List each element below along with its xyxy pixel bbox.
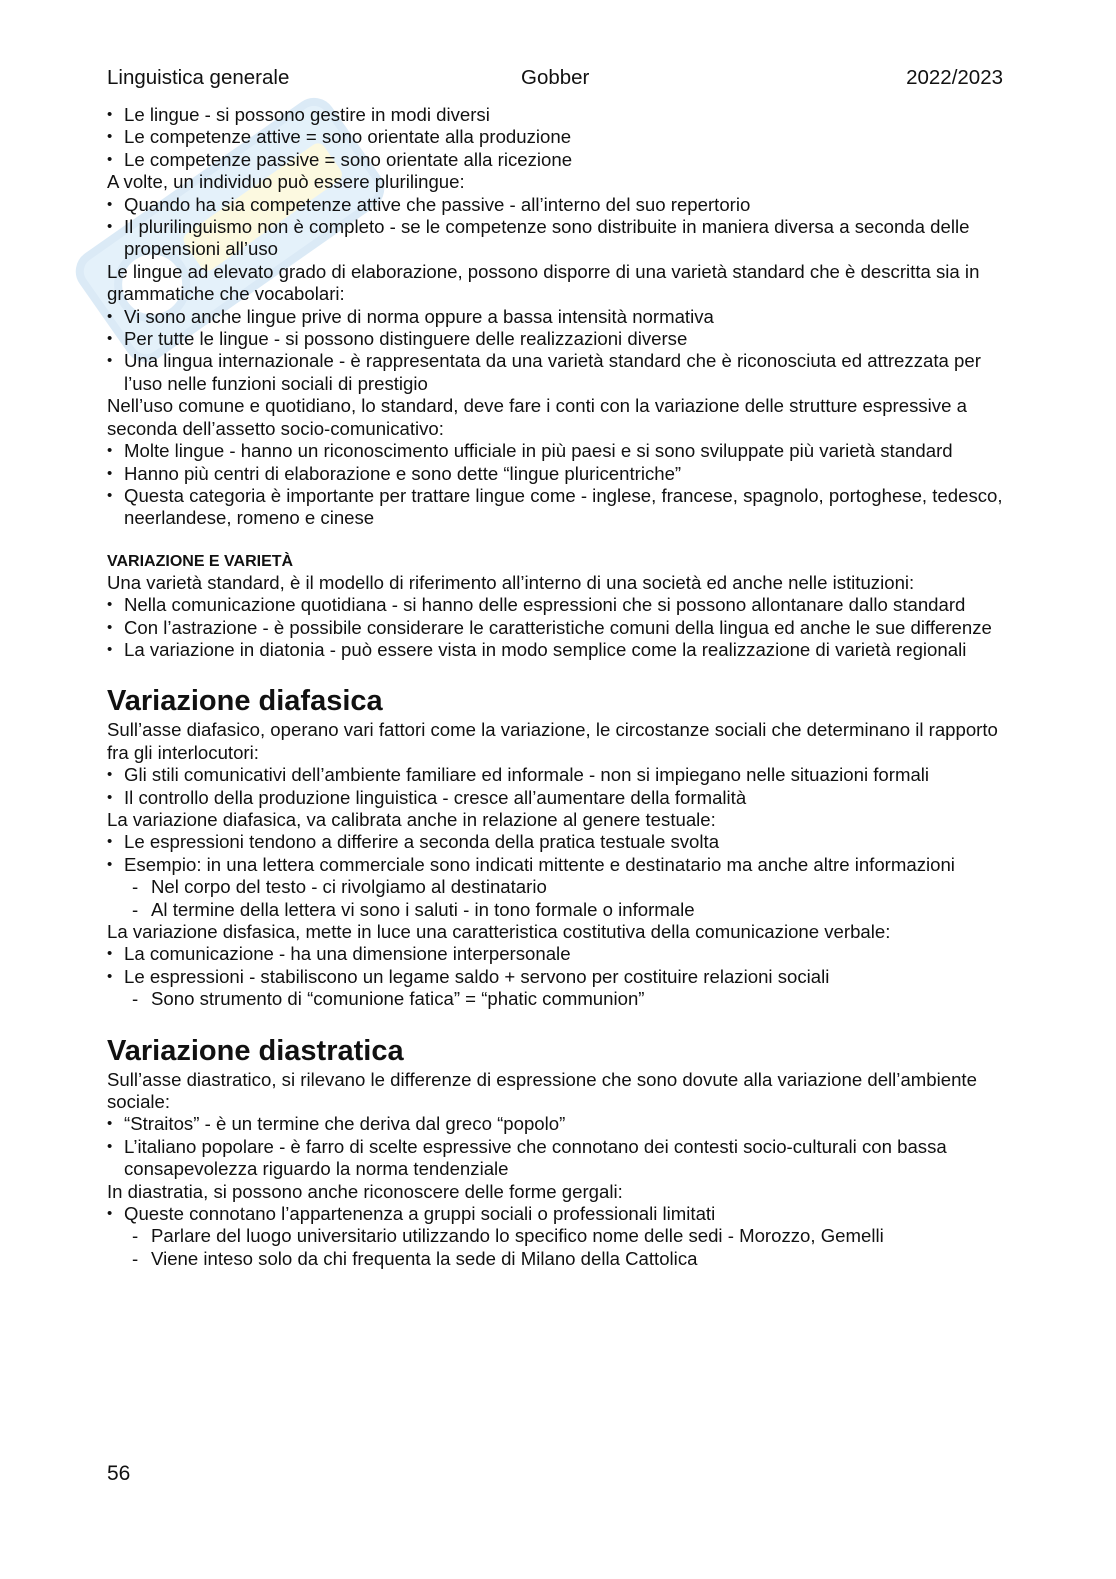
sub-list-item: - Parlare del luogo universitario utilizzando lo specifico nome delle sedi - Morozzo, Gemelli <box>130 1225 1017 1247</box>
sub-list-item: - Al termine della lettera vi sono i saluti - in tono formale o informale <box>130 899 1017 921</box>
list-item: • Il plurilinguismo non è completo - se le competenze sono distribuite in maniera diversa a seconda delle propensioni all’uso <box>107 216 1017 261</box>
dash-list <box>107 876 1017 921</box>
section-heading-diafasica: Variazione diafasica <box>107 685 383 718</box>
list-item: • Esempio: in una lettera commerciale sono indicati mittente e destinatario ma anche altre informazioni <box>107 854 1017 876</box>
list-item: • “Straitos” - è un termine che deriva dal greco “popolo” <box>107 1113 1017 1135</box>
page-header <box>107 66 1003 94</box>
bullet-list <box>107 943 1017 988</box>
bullet-list <box>107 306 1017 396</box>
list-item: • Nella comunicazione quotidiana - si hanno delle espressioni che si possono allontanare dallo standard <box>107 594 1017 616</box>
list-item: • Questa categoria è importante per trattare lingue come - inglese, francese, spagnolo, portoghese, tedesco, neerlandese, romeno e cinese <box>107 485 1017 530</box>
header-course: Linguistica generale <box>107 66 290 89</box>
sub-list-item: - Viene inteso solo da chi frequenta la sede di Milano della Cattolica <box>130 1248 1017 1270</box>
sub-list-item: - Nel corpo del testo - ci rivolgiamo al destinatario <box>130 876 1017 898</box>
paragraph: Sull’asse diastratico, si rilevano le differenze di espressione che sono dovute alla variazione dell’ambiente sociale: <box>107 1068 977 1113</box>
section-heading-diastratica: Variazione diastratica <box>107 1034 404 1067</box>
list-item: • Queste connotano l’appartenenza a gruppi sociali o professionali limitati <box>107 1203 1017 1225</box>
list-item: • Una lingua internazionale - è rappresentata da una varietà standard che è riconosciuta ed attrezzata per l’uso nelle funzioni sociali di prestigio <box>107 350 1017 395</box>
list-item: • Molte lingue - hanno un riconoscimento ufficiale in più paesi e si sono sviluppate più varietà standard <box>107 440 1017 462</box>
list-item: • La comunicazione - ha una dimensione interpersonale <box>107 943 1017 965</box>
list-item: • La variazione in diatonia - può essere vista in modo semplice come la realizzazione di varietà regionali <box>107 639 1017 661</box>
paragraph: Una varietà standard, è il modello di riferimento all’interno di una società ed anche nelle istituzioni: <box>107 571 915 593</box>
paragraph: A volte, un individuo può essere plurilingue: <box>107 171 465 193</box>
header-professor: Gobber <box>521 66 590 89</box>
paragraph: La variazione diafasica, va calibrata anche in relazione al genere testuale: <box>107 808 716 830</box>
list-item: • Le lingue - si possono gestire in modi diversi <box>107 104 1017 126</box>
paragraph: Le lingue ad elevato grado di elaborazione, possono disporre di una varietà standard che è descritta sia in grammatiche che vocabolari: <box>107 260 980 305</box>
header-year: 2022/2023 <box>906 66 1003 89</box>
paragraph: In diastratia, si possono anche riconoscere delle forme gergali: <box>107 1180 623 1202</box>
bullet-list <box>107 831 1017 876</box>
dash-list <box>107 1225 1017 1270</box>
list-item: • Il controllo della produzione linguistica - cresce all’aumentare della formalità <box>107 787 1017 809</box>
sub-list-item: - Sono strumento di “comunione fatica” = “phatic communion” <box>130 988 1017 1010</box>
paragraph: Nell’uso comune e quotidiano, lo standard, deve fare i conti con la variazione delle strutture espressive a seconda dell’assetto socio-comunicativo: <box>107 395 967 439</box>
list-item: • Hanno più centri di elaborazione e sono dette “lingue pluricentriche” <box>107 463 1017 485</box>
bullet-list <box>107 1203 1017 1225</box>
list-item: • Quando ha sia competenze attive che passive - all’interno del suo repertorio <box>107 194 1017 216</box>
list-item: • Per tutte le lingue - si possono distinguere delle realizzazioni diverse <box>107 328 1017 350</box>
list-item: • Le competenze attive = sono orientate alla produzione <box>107 126 1017 148</box>
page-content <box>107 104 1017 1270</box>
list-item: • Le espressioni tendono a differire a seconda della pratica testuale svolta <box>107 831 1017 853</box>
bullet-list <box>107 104 1017 171</box>
list-item: • Con l’astrazione - è possibile considerare le caratteristiche comuni della lingua ed anche le sue differenze <box>107 617 1017 639</box>
list-item: • Le competenze passive = sono orientate alla ricezione <box>107 149 1017 171</box>
list-item: • Le espressioni - stabiliscono un legame saldo + servono per costituire relazioni sociali <box>107 966 1017 988</box>
bullet-list <box>107 594 1017 661</box>
paragraph: Sull’asse diafasico, operano vari fattori come la variazione, le circostanze sociali che determinano il rapporto fra gli interlocutori: <box>107 719 998 763</box>
list-item: • Vi sono anche lingue prive di norma oppure a bassa intensità normativa <box>107 306 1017 328</box>
bullet-list <box>107 1113 1017 1180</box>
subsection-title: VARIAZIONE E VARIETÀ <box>107 552 294 570</box>
bullet-list <box>107 440 1017 530</box>
list-item: • Gli stili comunicativi dell’ambiente familiare ed informale - non si impiegano nelle situazioni formali <box>107 764 1017 786</box>
bullet-list <box>107 194 1017 261</box>
dash-list <box>107 988 1017 1010</box>
page-number: 56 <box>107 1462 131 1485</box>
paragraph: La variazione disfasica, mette in luce una caratteristica costitutiva della comunicazione verbale: <box>107 921 891 942</box>
bullet-list <box>107 764 1017 809</box>
list-item: • L’italiano popolare - è farro di scelte espressive che connotano dei contesti socio-culturali con bassa consapevolezza riguardo la norma tendenziale <box>107 1136 1017 1181</box>
